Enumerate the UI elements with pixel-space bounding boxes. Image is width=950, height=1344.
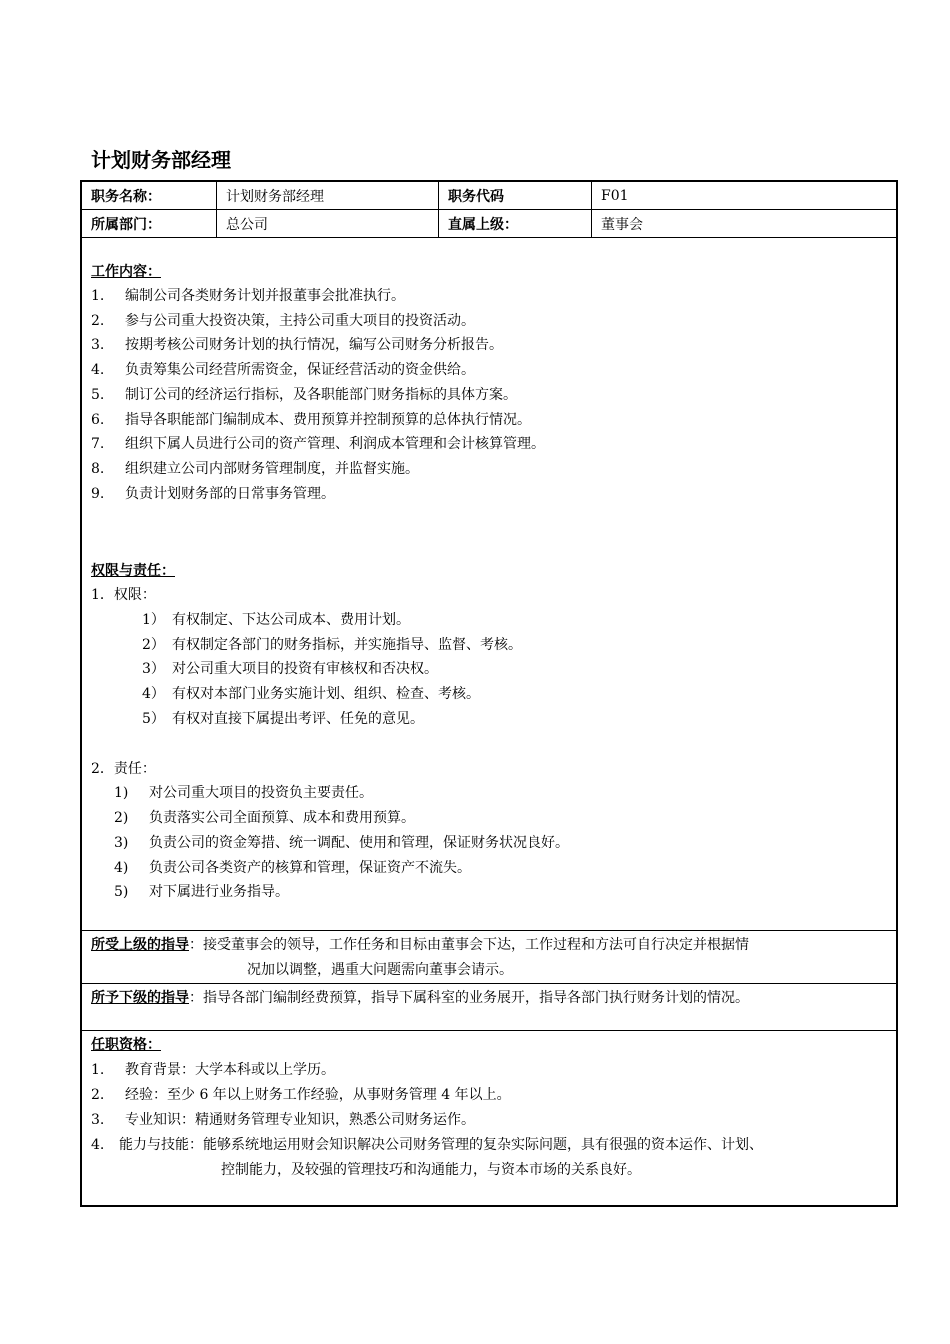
subordinate-guidance-title: 所予下级的指导	[91, 990, 189, 1006]
list-item: 3) 负责公司的资金筹措、统一调配、使用和管理，保证财务状况良好。	[114, 835, 569, 851]
list-item: 3. 专业知识：精通财务管理专业知识，熟悉公司财务运作。	[91, 1112, 475, 1128]
list-item: 2) 负责落实公司全面预算、成本和费用预算。	[114, 810, 415, 826]
supervisor-value: 董事会	[601, 216, 643, 233]
list-item: 3. 按期考核公司财务计划的执行情况，编写公司财务分析报告。	[91, 337, 503, 353]
list-item: 2. 经验：至少 6 年以上财务工作经验，从事财务管理 4 年以上。	[91, 1087, 511, 1103]
list-item: 3） 对公司重大项目的投资有审核权和否决权。	[142, 661, 438, 677]
superior-guidance-title: 所受上级的指导	[91, 937, 189, 953]
header-row-1	[82, 182, 896, 209]
header-row-2	[82, 209, 896, 237]
list-item: 4） 有权对本部门业务实施计划、组织、检查、考核。	[142, 686, 480, 702]
page-title: 计划财务部经理	[91, 148, 231, 172]
rights-heading: 1．权限：	[91, 587, 156, 603]
job-title-label: 职务名称：	[82, 182, 217, 209]
list-item: 4) 负责公司各类资产的核算和管理，保证资产不流失。	[114, 860, 471, 876]
list-item: 2） 有权制定各部门的财务指标，并实施指导、监督、考核。	[142, 637, 522, 653]
list-item: 5) 对下属进行业务指导。	[114, 884, 289, 900]
list-item: 1. 教育背景：大学本科或以上学历。	[91, 1062, 335, 1078]
list-item: 2. 参与公司重大投资决策，主持公司重大项目的投资活动。	[91, 313, 475, 329]
superior-guidance-section	[82, 930, 896, 983]
supervisor-label: 直属上级：	[439, 210, 592, 237]
qualifications-title: 任职资格：	[91, 1037, 161, 1053]
authority-title: 权限与责任：	[91, 563, 175, 579]
superior-guidance-line-2: 况加以调整，遇重大问题需向董事会请示。	[247, 962, 513, 978]
list-item: 7. 组织下属人员进行公司的资产管理、利润成本管理和会计核算管理。	[91, 436, 545, 452]
list-item: 8. 组织建立公司内部财务管理制度，并监督实施。	[91, 461, 419, 477]
list-item: 1. 编制公司各类财务计划并报董事会批准执行。	[91, 288, 405, 304]
subordinate-guidance-line: 所予下级的指导：指导各部门编制经费预算，指导下属科室的业务展开，指导各部门执行财务计划的情况。	[91, 990, 749, 1006]
list-item: 1) 对公司重大项目的投资负主要责任。	[114, 785, 373, 801]
list-item: 9. 负责计划财务部的日常事务管理。	[91, 486, 335, 502]
job-title-value: 计划财务部经理	[217, 182, 439, 209]
job-description-table	[80, 180, 898, 1207]
duties-heading: 2．责任：	[91, 761, 156, 777]
list-item: 4. 能力与技能：能够系统地运用财会知识解决公司财务管理的复杂实际问题，具有很强的资本运作、计划、	[91, 1137, 763, 1153]
subordinate-guidance-section	[82, 983, 896, 1030]
qualifications-section	[82, 1030, 896, 1205]
list-item: 5. 制订公司的经济运行指标，及各职能部门财务指标的具体方案。	[91, 387, 517, 403]
job-code-value: F01	[601, 187, 629, 204]
job-code-label: 职务代码	[439, 182, 592, 209]
department-label: 所属部门：	[82, 210, 217, 237]
list-item: 1） 有权制定、下达公司成本、费用计划。	[142, 612, 410, 628]
superior-guidance-line-1: 所受上级的指导：接受董事会的领导，工作任务和目标由董事会下达，工作过程和方法可自行决定并根据情	[91, 937, 749, 953]
list-item: 6. 指导各职能部门编制成本、费用预算并控制预算的总体执行情况。	[91, 412, 531, 428]
work-content-title: 工作内容：	[91, 264, 161, 280]
work-authority-section	[82, 237, 896, 930]
list-item: 4. 负责筹集公司经营所需资金，保证经营活动的资金供给。	[91, 362, 475, 378]
list-item-continuation: 控制能力，及较强的管理技巧和沟通能力，与资本市场的关系良好。	[221, 1162, 641, 1178]
department-value: 总公司	[217, 210, 439, 237]
list-item: 5） 有权对直接下属提出考评、任免的意见。	[142, 711, 424, 727]
